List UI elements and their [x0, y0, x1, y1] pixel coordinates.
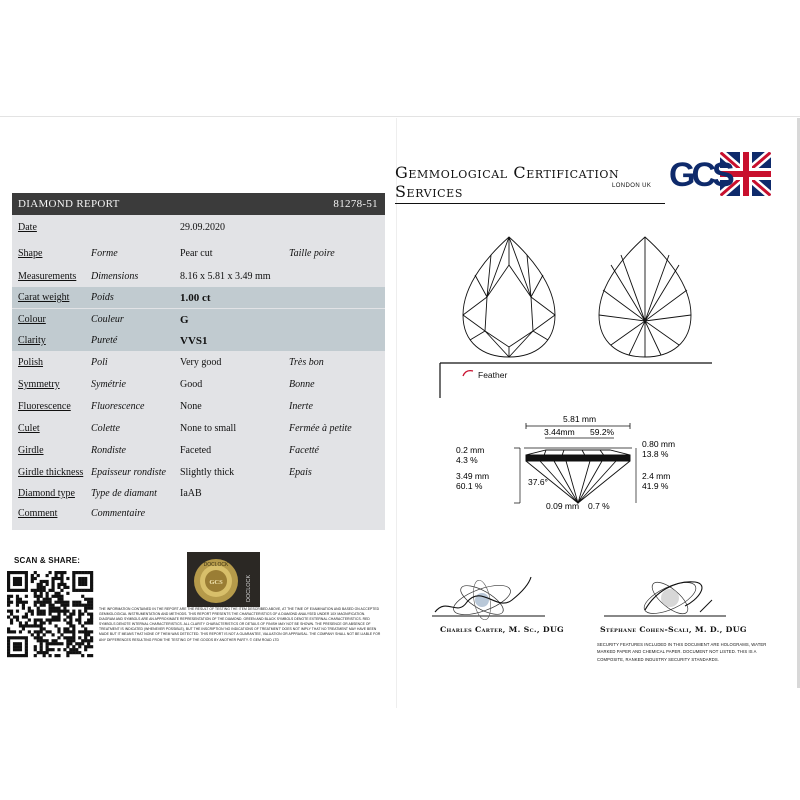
row-french-value: Facetté — [289, 445, 319, 456]
report-header — [12, 193, 385, 215]
feather-symbol-icon — [461, 368, 477, 378]
brand-location: LONDON UK — [612, 183, 652, 189]
crown-view-diagram — [463, 237, 555, 357]
feather-legend-label: Feather — [478, 370, 508, 380]
row-value: Slightly thick — [180, 467, 235, 478]
row-label: Carat weight — [18, 292, 70, 303]
row-value: None to small — [180, 423, 237, 434]
girdle-pct-label: 13.8 % — [642, 449, 669, 459]
crown-height-label: 0.2 mm — [456, 445, 485, 455]
signature-cohen-scali — [600, 570, 730, 624]
row-french-value: Très bon — [289, 357, 324, 368]
row-value: VVS1 — [180, 334, 208, 347]
row-french-label: Forme — [91, 248, 118, 259]
row-label: Fluorescence — [18, 401, 71, 412]
row-value: Pear cut — [180, 248, 213, 259]
row-french-label: Colette — [91, 423, 120, 434]
row-label: Shape — [18, 248, 43, 259]
row-label: Comment — [18, 508, 58, 519]
row-french-label: Fluorescence — [91, 401, 145, 412]
row-label: Colour — [18, 314, 46, 325]
report-row-girdle — [12, 440, 385, 461]
report-row-fluorescence — [12, 396, 385, 417]
pavilion-view-diagram — [599, 237, 691, 357]
report-row-carat-weight — [12, 287, 385, 308]
seal-side-text: DOCLOCK — [246, 574, 252, 602]
report-row-date — [12, 217, 385, 238]
total-width-label: 5.81 mm — [563, 414, 597, 424]
signatory-1-name: Charles Carter, M. Sc., DUG — [440, 625, 565, 634]
row-value: Very good — [180, 357, 222, 368]
row-label: Clarity — [18, 335, 46, 346]
signatory-2-name: Stéphane Cohen-Scali, M. D., DUG — [600, 625, 747, 634]
pavilion-depth-label: 2.4 mm — [642, 471, 671, 481]
seal-top-text: DOCLOCK — [203, 562, 229, 568]
proportions-diagram — [456, 413, 700, 513]
report-title: DIAMOND REPORT — [18, 198, 120, 210]
row-french-label: Poli — [91, 357, 108, 368]
brand-name: Gemmological Certification Services — [395, 163, 665, 204]
row-french-value: Bonne — [289, 379, 315, 390]
report-number: 81278-51 — [333, 198, 378, 210]
report-row-polish — [12, 352, 385, 373]
security-features-text: SECURITY FEATURES INCLUDED IN THIS DOCUMENT ARE HOLOGRAMS, WATER MARKED PAPER AND CHEMICAL PAPER. DOCUMENT NOT LISTED. THIS IS A COMPOSITE, RANKED INDUSTRY SECURITY STANDARDS. — [597, 642, 767, 662]
disclaimer-text: THE INFORMATION CONTAINED IN THE REPORT ARE THE RESULT OF TESTING THE ITEM DESCRIBED ABOVE, AT THE TIME OF EXAMINATION AND BASED ON ACCEPTED GEMMOLOGICAL INSTRUMENTATION AND METHODS. THIS REPORT PRESENTS THE CHARACTERISTICS OF A DIAMOND ANALYSED UNDER 10X MAGNIFICATION. DIAGRAM AND SYMBOLS ARE AN APPROXIMATE REPRESENTATION OF THE DIAMOND. GREEN AND BLACK SYMBOLS DENOTE EXTERNAL CHARACTERISTICS. RED SYMBOLS DENOTE INTERNAL CHARACTERISTICS. ALL CLARITY CHARACTERISTICS OR DETAILS OF FINISH MAY NOT BE SHOWN. THE PRESENCE OR ABSENCE OF TREATMENT IS INDICATED (WHENEVER POSSIBLE), BUT THE INSCRIPTION 'NO INDICATIONS OF TREATMENT' DOES NOT IMPLY THAT NO TREATMENT MAY HAVE BEEN MADE BUT IT MEANS THAT NONE OF THEM WAS DETECTED. THIS REPORT IS NOT A GUARANTEE, VALUATION OR APPRAISAL. THE COMPANY SHALL NOT BE LIABLE FOR ANY DIFFERENCES RESULTING FROM THE TESTING OF THE GOODS BY ANOTHER PARTY. © GEM ROAD LTD — [99, 607, 381, 642]
row-value: Faceted — [180, 445, 212, 456]
row-label: Measurements — [18, 271, 77, 282]
row-french-label: Pureté — [91, 335, 118, 346]
row-french-label: Poids — [91, 292, 114, 303]
report-row-measurements — [12, 266, 385, 287]
row-value: Good — [180, 379, 203, 390]
logo-text: GCS — [669, 156, 731, 194]
row-label: Symmetry — [18, 379, 60, 390]
report-row-comment — [12, 503, 385, 524]
row-label: Girdle — [18, 445, 44, 456]
depth-pct-label: 60.1 % — [456, 481, 483, 491]
report-row-symmetry — [12, 374, 385, 395]
row-french-value: Taille poire — [289, 248, 335, 259]
culet-pct-label: 0.7 % — [588, 501, 610, 511]
culet-label: 0.09 mm — [546, 501, 580, 511]
seal-center-text: GCS — [209, 579, 223, 586]
row-french-label: Epaisseur rondiste — [91, 467, 166, 478]
doclock-seal — [187, 552, 260, 607]
row-french-value: Fermée à petite — [289, 423, 352, 434]
report-row-culet — [12, 418, 385, 439]
row-value: None — [180, 401, 202, 412]
row-french-label: Type de diamant — [91, 488, 157, 499]
row-value: 8.16 x 5.81 x 3.49 mm — [180, 271, 271, 282]
row-label: Diamond type — [18, 488, 75, 499]
report-row-colour — [12, 309, 385, 330]
fold-line — [396, 118, 397, 708]
report-row-shape — [12, 243, 385, 264]
gcs-logo — [665, 152, 771, 198]
pavilion-angle-label: 37.6° — [528, 477, 548, 487]
row-label: Culet — [18, 423, 40, 434]
signature-carter — [427, 572, 552, 624]
row-french-value: Epais — [289, 467, 312, 478]
row-french-label: Commentaire — [91, 508, 146, 519]
row-label: Polish — [18, 357, 44, 368]
plot-baseline — [437, 360, 717, 400]
scan-share-title: SCAN & SHARE: — [14, 556, 81, 565]
pavilion-depth-pct-label: 41.9 % — [642, 481, 669, 491]
row-value: 29.09.2020 — [180, 222, 225, 233]
report-row-girdle-thickness — [12, 462, 385, 483]
row-label: Date — [18, 222, 37, 233]
clarity-plot-diagrams — [455, 235, 705, 360]
diamond-report-table — [12, 193, 385, 530]
row-value: 1.00 ct — [180, 291, 211, 304]
row-label: Girdle thickness — [18, 467, 84, 478]
row-french-label: Dimensions — [91, 271, 139, 282]
depth-label: 3.49 mm — [456, 471, 490, 481]
row-french-label: Symétrie — [91, 379, 126, 390]
row-value: IaAB — [180, 488, 202, 499]
row-french-value: Inerte — [289, 401, 313, 412]
report-row-clarity — [12, 330, 385, 351]
crown-height-pct-label: 4.3 % — [456, 455, 478, 465]
row-french-label: Couleur — [91, 314, 124, 325]
row-french-label: Rondiste — [91, 445, 126, 456]
girdle-label: 0.80 mm — [642, 439, 676, 449]
table-width-label: 3.44mm — [544, 427, 575, 437]
table-pct-label: 59.2% — [590, 427, 615, 437]
report-row-diamond-type — [12, 483, 385, 504]
qr-code[interactable] — [7, 571, 93, 657]
row-value: G — [180, 313, 189, 326]
